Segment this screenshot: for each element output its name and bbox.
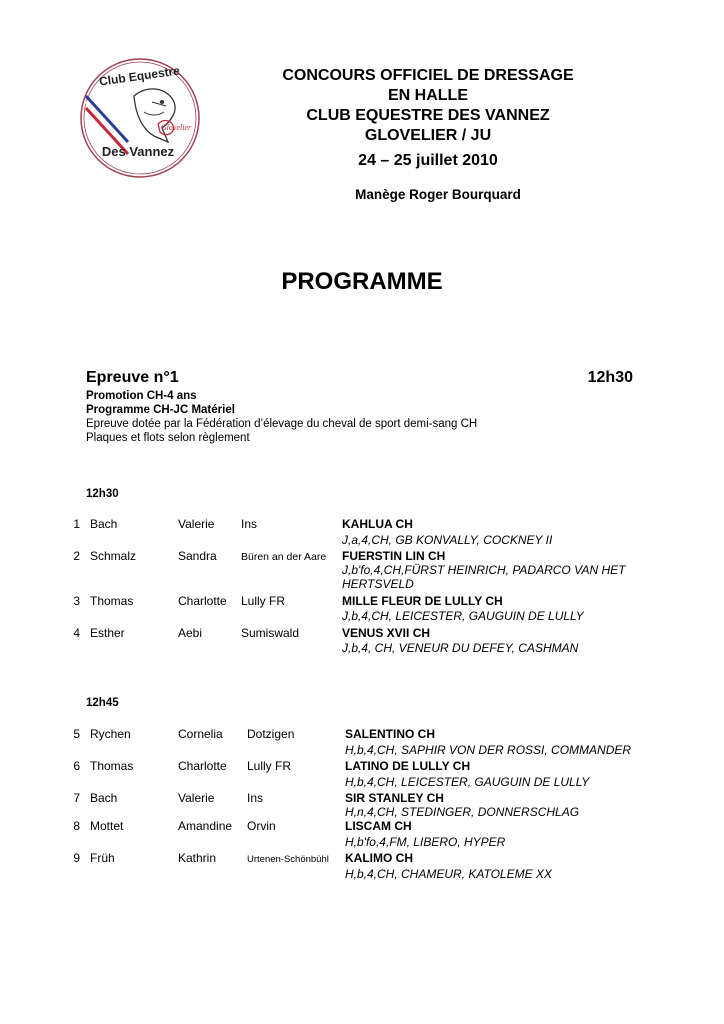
epreuve-category: Promotion CH-4 ans [86,390,197,402]
club-logo [78,56,202,180]
horse-name: MILLE FLEUR DE LULLY CH [342,594,503,608]
programme-title: PROGRAMME [281,268,443,295]
entry-number: 3 [73,594,80,608]
header-line-4: GLOVELIER / JU [364,127,492,144]
horse-details: J,b'fo,4,CH,FÜRST HEINRICH, PADARCO VAN HET [342,563,626,577]
rider-first-name: Charlotte [178,759,227,773]
epreuve-time: 12h30 [587,369,633,386]
entry-number: 7 [73,791,80,805]
epreuve-prizes: Plaques et flots selon règlement [86,432,250,444]
event-venue: Manège Roger Bourquard [355,187,521,202]
rider-last-name: Mottet [90,819,124,833]
entry-number: 1 [73,517,80,531]
entry-number: 4 [73,626,80,640]
logo-top-text: Club Equestre [98,63,181,89]
slot-time: 12h30 [86,488,119,500]
horse-name: VENUS XVII CH [342,626,431,640]
rider-last-name: Esther [90,626,125,640]
horse-details-cont: HERTSVELD [342,577,414,591]
rider-first-name: Sandra [178,549,217,563]
header-line-3: CLUB EQUESTRE DES VANNEZ [306,107,550,124]
horse-details: H,b'fo,4,FM, LIBERO, HYPER [345,835,506,849]
logo-side-text: Glovelier [160,123,192,132]
horse-name: FUERSTIN LIN CH [342,549,446,563]
entry-number: 6 [73,759,80,773]
horse-name: LATINO DE LULLY CH [345,759,471,773]
rider-last-name: Bach [90,517,118,531]
rider-place: Büren an der Aare [241,551,327,563]
rider-place: Dotzigen [247,727,295,741]
rider-place: Ins [247,791,264,805]
horse-details: J,b,4, CH, VENEUR DU DEFEY, CASHMAN [342,641,579,655]
entry-number: 9 [73,851,80,865]
horse-details: J,b,4,CH, LEICESTER, GAUGUIN DE LULLY [342,609,584,623]
horse-name: KALIMO CH [345,851,413,865]
rider-place: Lully FR [241,594,286,608]
rider-place: Ins [241,517,258,531]
rider-first-name: Amandine [178,819,233,833]
rider-first-name: Valerie [178,517,215,531]
rider-last-name: Rychen [90,727,131,741]
rider-last-name: Früh [90,851,115,865]
rider-last-name: Schmalz [90,549,137,563]
rider-first-name: Aebi [178,626,203,640]
entry-number: 5 [73,727,80,741]
epreuve-title: Epreuve n°1 [86,369,179,386]
horse-details: H,n,4,CH, STEDINGER, DONNERSCHLAG [345,805,580,819]
entry-number: 8 [73,819,80,833]
horse-name: SALENTINO CH [345,727,435,741]
horse-details: H,b,4,CH, SAPHIR VON DER ROSSI, COMMANDER [345,743,632,757]
horse-name: LISCAM CH [345,819,412,833]
logo-bottom-text: Des Vannez [101,144,175,159]
rider-first-name: Valerie [178,791,215,805]
rider-place: Urtenen-Schönbühl [247,854,329,865]
rider-first-name: Kathrin [178,851,217,865]
rider-place: Lully FR [247,759,292,773]
header-line-1: CONCOURS OFFICIEL DE DRESSAGE [282,67,574,84]
entry-number: 2 [73,549,80,563]
header-line-2: EN HALLE [388,87,468,104]
rider-place: Sumiswald [241,626,300,640]
horse-name: KAHLUA CH [342,517,413,531]
rider-last-name: Thomas [90,759,134,773]
epreuve-programme: Programme CH-JC Matériel [86,404,235,416]
slot-time: 12h45 [86,697,119,709]
epreuve-sponsor: Epreuve dotée par la Fédération d’élevage du cheval de sport demi-sang CH [86,418,478,430]
horse-name: SIR STANLEY CH [345,791,444,805]
rider-place: Orvin [247,819,276,833]
event-dates: 24 – 25 juillet 2010 [358,152,498,169]
rider-first-name: Cornelia [178,727,223,741]
rider-last-name: Thomas [90,594,134,608]
horse-details: H,b,4,CH, LEICESTER, GAUGUIN DE LULLY [345,775,590,789]
horse-details: H,b,4,CH, CHAMEUR, KATOLEME XX [345,867,552,881]
rider-first-name: Charlotte [178,594,227,608]
rider-last-name: Bach [90,791,118,805]
horse-details: J,a,4,CH, GB KONVALLY, COCKNEY II [342,533,553,547]
